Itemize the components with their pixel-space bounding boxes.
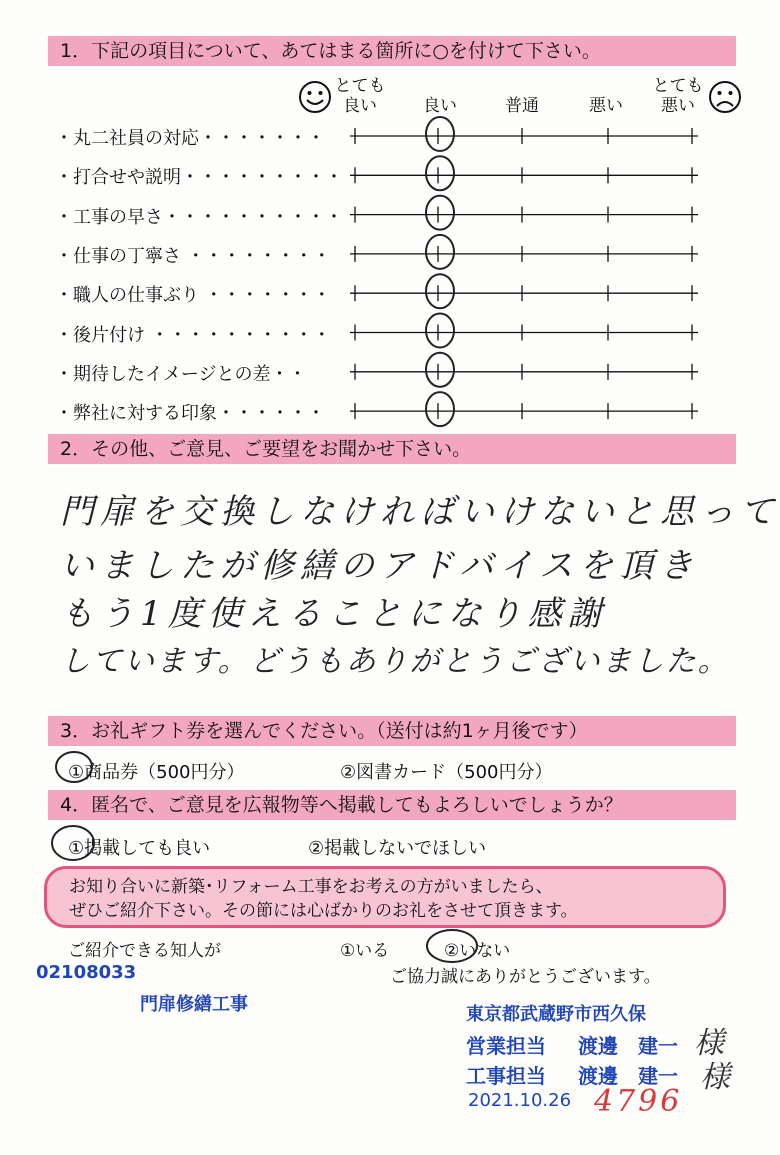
rating-item-label: ・工事の早さ・・・・・・・・・・: [55, 206, 343, 228]
section-4-header: 4．匿名で、ご意見を広報物等へ掲載してもよろしいでしょうか？: [48, 790, 736, 820]
record-id: 02108033: [36, 962, 137, 983]
section-1-header: 1．下記の項目について、あてはまる箇所に○を付けて下さい。: [48, 36, 736, 66]
gift-option-2[interactable]: ②図書カード（500円分）: [340, 762, 553, 783]
sales-rep-label: 営業担当: [466, 1034, 546, 1058]
rating-item-label: ・丸二社員の対応・・・・・・・: [55, 128, 325, 149]
rating-selection-circle: [426, 196, 454, 230]
publish-option-1[interactable]: ①掲載しても良い: [68, 838, 211, 859]
rating-selection-circle: [426, 156, 454, 190]
referral-note-line-1: お知り合いに新築･リフォーム工事をお考えの方がいましたら、: [69, 877, 553, 897]
work-rep-label: 工事担当: [466, 1064, 546, 1088]
gift-option-1[interactable]: ①商品券（500円分）: [68, 762, 245, 783]
survey-date: 2021.10.26: [468, 1090, 572, 1111]
referral-note-box: [44, 866, 726, 928]
rating-scale-lines: [0, 0, 780, 440]
referral-selection-circle: [424, 926, 480, 966]
comment-line-1: 門扉を交換しなければいけないと思って: [60, 492, 780, 532]
handwritten-number: 4796: [594, 1084, 683, 1119]
referral-option-yes[interactable]: ①いる: [340, 941, 390, 961]
customer-address: 東京都武蔵野市西久保: [466, 1004, 646, 1025]
rating-selection-circle: [426, 117, 454, 151]
rating-item-label: ・弊社に対する印象・・・・・・: [55, 403, 325, 425]
scale-header-very-bad: とても 悪い: [652, 76, 704, 116]
rating-item-label: ・後片付け ・・・・・・・・・・: [55, 324, 331, 346]
work-type: 門扉修繕工事: [140, 994, 248, 1015]
referral-label: ご紹介できる知人が: [68, 941, 221, 961]
honorific-sama-1: 様: [694, 1026, 724, 1061]
work-rep-name: 渡邊 建一: [578, 1064, 678, 1088]
scale-header-good: 良い: [423, 96, 457, 116]
publish-option-2[interactable]: ②掲載しないでほしい: [308, 838, 487, 859]
thanks-message: ご協力誠にありがとうございます。: [390, 967, 661, 987]
rating-selection-circle: [426, 235, 454, 269]
sales-rep-name: 渡邊 建一: [578, 1034, 678, 1058]
section-2-header: 2．その他、ご意見、ご要望をお聞かせ下さい。: [48, 434, 736, 464]
section-3-header: 3．お礼ギフト券を選んでください。（送付は約1ヶ月後です）: [48, 716, 736, 746]
gift-selection-circle: [52, 748, 96, 786]
comment-line-2: いましたが修繕のアドバイスを頂き: [60, 546, 699, 586]
referral-note-line-2: ぜひご紹介下さい。その節には心ばかりのお礼をさせて頂きます。: [69, 901, 578, 921]
rating-item-label: ・仕事の丁寧さ ・・・・・・・・: [55, 245, 331, 267]
honorific-sama-2: 様: [700, 1060, 730, 1095]
rating-selection-circle: [426, 353, 454, 387]
rating-selection-circle: [426, 274, 454, 308]
scale-header-bad: 悪い: [589, 96, 623, 116]
scale-header-very-good: とても 良い: [334, 76, 386, 116]
rating-item-label: ・期待したイメージとの差・・: [55, 363, 307, 385]
comment-line-3: もう1度使えることになり感謝: [60, 594, 608, 634]
referral-option-no[interactable]: ②いない: [444, 941, 511, 961]
rating-item-label: ・職人の仕事ぶり ・・・・・・・: [55, 285, 331, 307]
rating-item-label: ・打合せや説明・・・・・・・・・: [55, 167, 343, 189]
rating-selection-circle: [426, 314, 454, 348]
comment-line-4: しています。どうもありがとうございました。: [60, 644, 730, 679]
rating-selection-circle: [426, 392, 454, 426]
scale-header-normal: 普通: [505, 96, 539, 116]
publish-selection-circle: [48, 822, 98, 864]
